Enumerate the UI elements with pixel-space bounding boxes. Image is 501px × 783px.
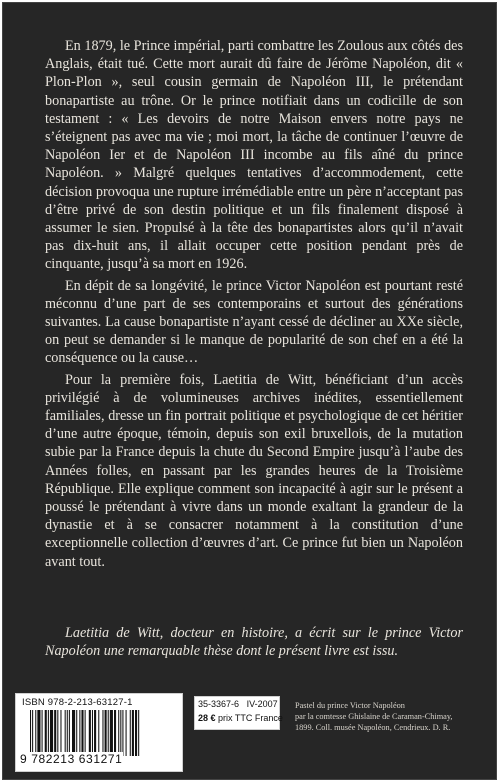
barcode-bar <box>122 710 123 756</box>
barcode-bar <box>67 710 68 756</box>
barcode-bars <box>30 710 178 756</box>
barcode-bar <box>105 710 107 756</box>
barcode-bar <box>120 710 121 756</box>
price-line <box>198 713 283 723</box>
price-sticker <box>194 696 283 730</box>
barcode-bar <box>89 710 91 756</box>
barcode-label <box>15 693 183 772</box>
price-code-line <box>198 699 278 709</box>
barcode-bar <box>110 710 113 756</box>
credit-line: 1899. Coll. musée Napoléon, Cendrieux. D. R. <box>295 723 451 732</box>
barcode-digits: 9 782213 631271 <box>20 752 123 766</box>
barcode-bar <box>85 710 86 756</box>
barcode-bar <box>35 710 36 756</box>
barcode-bar <box>60 710 61 756</box>
barcode-bar <box>126 710 127 756</box>
barcode-bar <box>92 710 93 756</box>
barcode-bar <box>72 710 75 756</box>
paragraph-3: Pour la première fois, Laetitia de Witt, bénéficiant d’un accès privilégié à de volumineuses archives inédites, essentiellement familiales, dresse un fin portrait politique et psychologique de cet héritier d’une autre époque, témoin, depuis son exil bruxellois, de la mutation subie par la France depuis la chute du Second Empire jusqu’à l’aube des Années folles, en passant par les grandes heures de la Troisième République. Elle explique comment son incapacité à agir sur le présent a poussé le prétendant à vivre dans un monde exaltant la grandeur de la dynastie et à se consacrer notamment à la constitution d’une exceptionnelle collection d’œuvres d’art. Ce prince fut bien un Napoléon avant tout. <box>45 371 463 570</box>
product-code: 35-3367-6 <box>198 699 240 709</box>
barcode-bar <box>65 710 66 756</box>
author-note: Laetitia de Witt, docteur en histoire, a écrit sur le prince Victor Napoléon une remarquable thèse dont le présent livre est issu. <box>45 625 463 660</box>
credit-line: Pastel du prince Victor Napoléon <box>295 701 405 710</box>
illustration-credit <box>295 700 491 733</box>
barcode-bar <box>42 710 43 756</box>
barcode-bar <box>135 710 137 756</box>
price-value: 28 € <box>198 713 216 723</box>
barcode-bar <box>48 710 49 756</box>
barcode-bar <box>54 710 56 756</box>
barcode-bar <box>132 710 134 756</box>
barcode-bar <box>69 710 70 756</box>
barcode-bar <box>114 710 116 756</box>
barcode-bar <box>130 710 131 756</box>
barcode-bar <box>138 710 139 756</box>
barcode-bar <box>32 710 33 756</box>
barcode-bar <box>76 710 77 756</box>
blurb-text <box>45 37 463 574</box>
print-date: IV-2007 <box>246 699 278 709</box>
back-cover <box>2 2 497 780</box>
barcode-bar <box>81 710 83 756</box>
price-suffix: prix TTC France <box>218 713 283 723</box>
barcode-bar <box>45 710 47 756</box>
barcode-bar <box>94 710 96 756</box>
paragraph-1: En 1879, le Prince impérial, parti combattre les Zoulous aux côtés des Anglais, était tué. Cette mort aurait dû faire de Jérôme Napoléon, dit « Plon-Plon », seul cousin germain de Napoléon III, le prétendant bonapartiste au trône. Or le prince notifiait dans un codicille de son testament : « Les devoirs de notre Maison envers notre pays ne s’éteignent pas avec ma vie ; moi mort, la tâche de continuer l’œuvre de Napoléon Ier et de Napoléon III incombe au fils aîné du prince Napoléon. » Malgré quelques tentatives d’accommodement, cette décision provoqua une rupture irrémédiable entre un père n’acceptant pas d’être privé de son destin politique et un fils finalement disposé à assumer le sien. Propulsé à la tête des bonapartistes alors qu’il n’avait pas dix-huit ans, il allait occuper cette position pendant près de cinquante, jusqu’à sa mort en 1926. <box>45 38 463 273</box>
barcode-bar <box>50 710 53 756</box>
barcode-bar <box>108 710 109 756</box>
barcode-bar <box>30 710 31 756</box>
barcode-bar <box>102 710 103 756</box>
isbn-text: ISBN 978-2-213-63127-1 <box>22 697 133 708</box>
barcode-bar <box>57 710 58 756</box>
barcode-bar <box>118 710 119 756</box>
paragraph-2: En dépit de sa longévité, le prince Victor Napoléon est pourtant resté méconnu d’une part de ses contemporains et surtout des générations suivantes. La cause bonapartiste n’ayant cessé de décliner au XXe siècle, on peut se demander si le manque de popularité de son chef en a été la conséquence ou la cause… <box>45 277 463 367</box>
barcode-bar <box>37 710 40 756</box>
barcode-bar <box>98 710 99 756</box>
barcode-bar <box>79 710 80 756</box>
credit-line: par la comtesse Ghislaine de Caraman-Chimay, <box>295 712 453 721</box>
